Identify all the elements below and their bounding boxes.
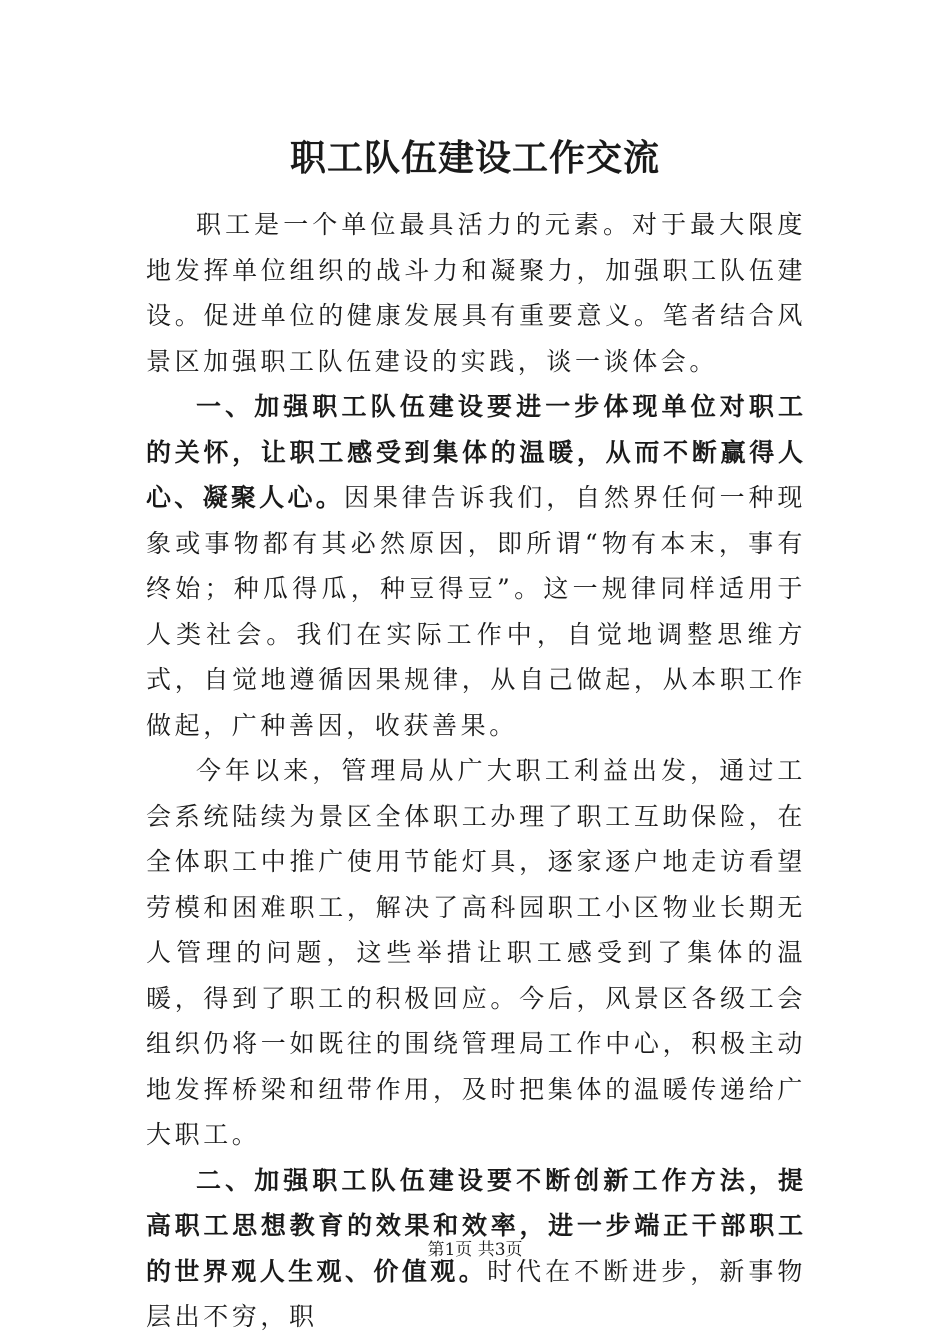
paragraph-section-one: [146, 384, 806, 748]
section-heading-one: 一、加强职工队伍建设要进一步体现单位对职工的关怀，让职工感受到集体的温暖，从而不断赢得人心、凝聚人心。: [146, 392, 806, 512]
paragraph-intro: [146, 202, 806, 384]
paragraph-text: 因果律告诉我们，自然界任何一种现象或事物都有其必然原因，即所谓“物有本末，事有终始；种瓜得瓜，种豆得豆”。这一规律同样适用于人类社会。我们在实际工作中，自觉地调整思维方式，自觉地遵循因果规律，从自己做起，从本职工作做起，广种善因，收获善果。: [146, 483, 806, 740]
paragraph-section-one-detail: [146, 748, 806, 1158]
section-heading-two: 二、加强职工队伍建设要不断创新工作方法，提高职工思想教育的效果和效率，进一步端正干部职工的世界观人生观、价值观。: [146, 1165, 806, 1286]
document-title: 职工队伍建设工作交流: [289, 137, 660, 179]
page-footer: 第1页 共3页: [427, 1240, 523, 1260]
paragraph-text: 职工是一个单位最具活力的元素。对于最大限度地发挥单位组织的战斗力和凝聚力，加强职工队伍建设。促进单位的健康发展具有重要意义。笔者结合风景区加强职工队伍建设的实践，谈一谈体会。: [146, 210, 806, 376]
paragraph-text: 今年以来，管理局从广大职工利益出发，通过工会系统陆续为景区全体职工办理了职工互助保险，在全体职工中推广使用节能灯具，逐家逐户地走访看望劳模和困难职工，解决了高科园职工小区物业长期无人管理的问题，这些举措让职工感受到了集体的温暖，得到了职工的积极回应。今后，风景区各级工会组织仍将一如既往的围绕管理局工作中心，积极主动地发挥桥梁和纽带作用，及时把集体的温暖传递给广大职工。: [146, 756, 806, 1149]
document-body: [146, 202, 806, 1340]
paragraph-text: 时代在不断进步，新事物层出不穷，职: [146, 1256, 806, 1331]
